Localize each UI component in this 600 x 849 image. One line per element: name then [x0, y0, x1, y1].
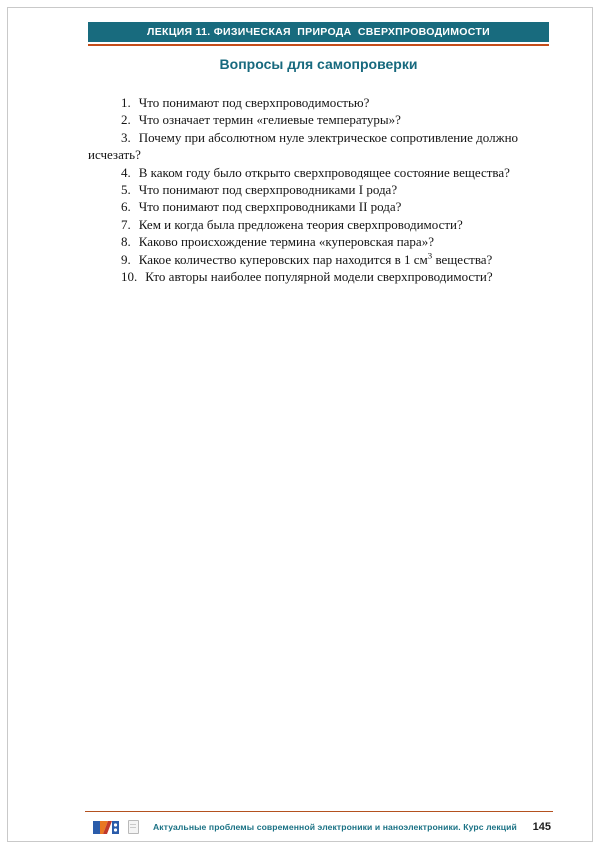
question-text: Что означает термин «гелиевые температуры»?	[138, 112, 401, 128]
question-text: Почему при абсолютном нуле электрическое сопротивление должно исчезать?	[88, 129, 519, 163]
question-text: Что понимают под сверхпроводниками I рода?	[138, 182, 398, 198]
question-text-after: вещества?	[432, 251, 493, 267]
document-icon	[128, 820, 139, 834]
header-underline	[88, 44, 549, 46]
footer-book-title: Актуальные проблемы современной электроники и наноэлектроники. Курс лекций	[153, 822, 517, 832]
page-footer	[85, 815, 553, 839]
lecture-title: ЛЕКЦИЯ 11. ФИЗИЧЕСКАЯ ПРИРОДА СВЕРХПРОВОДИМОСТИ	[147, 26, 490, 38]
question-superscript: 3	[427, 250, 433, 261]
question-number: 2.	[121, 112, 131, 128]
question-text: Кем и когда была предложена теория сверхпроводимости?	[138, 216, 463, 232]
questions-list	[88, 94, 551, 285]
question-text: Что понимают под сверхпроводимостью?	[138, 95, 370, 110]
question-number: 1.	[121, 95, 131, 110]
publisher-logo-icon	[93, 820, 119, 835]
lecture-header-banner	[88, 22, 549, 42]
section-title: Вопросы для самопроверки	[219, 56, 418, 72]
list-item	[88, 233, 551, 250]
page-number: 145	[532, 821, 551, 833]
question-number: 6.	[121, 199, 131, 215]
question-text: Какое количество куперовских пар находится в 1 см	[138, 251, 428, 267]
list-item	[88, 198, 551, 215]
list-item	[88, 94, 551, 111]
question-number: 9.	[121, 251, 131, 267]
question-number: 3.	[121, 129, 131, 145]
question-text: Кто авторы наиболее популярной модели сверхпроводимости?	[145, 269, 493, 285]
question-number: 10.	[121, 269, 138, 285]
list-item	[88, 164, 551, 181]
question-number: 5.	[121, 182, 131, 198]
list-item	[88, 268, 551, 285]
question-text: Что понимают под сверхпроводниками II рода?	[138, 199, 402, 215]
question-number: 4.	[121, 164, 131, 180]
list-item	[88, 129, 551, 164]
list-item	[88, 111, 551, 128]
list-item	[88, 216, 551, 233]
list-item	[88, 181, 551, 198]
question-number: 8.	[121, 234, 131, 250]
question-text: В каком году было открыто сверхпроводящее состояние вещества?	[138, 164, 510, 180]
question-text: Каково происхождение термина «куперовская пара»?	[138, 234, 434, 250]
question-number: 7.	[121, 216, 131, 232]
list-item	[88, 251, 551, 268]
footer-rule	[85, 811, 553, 812]
